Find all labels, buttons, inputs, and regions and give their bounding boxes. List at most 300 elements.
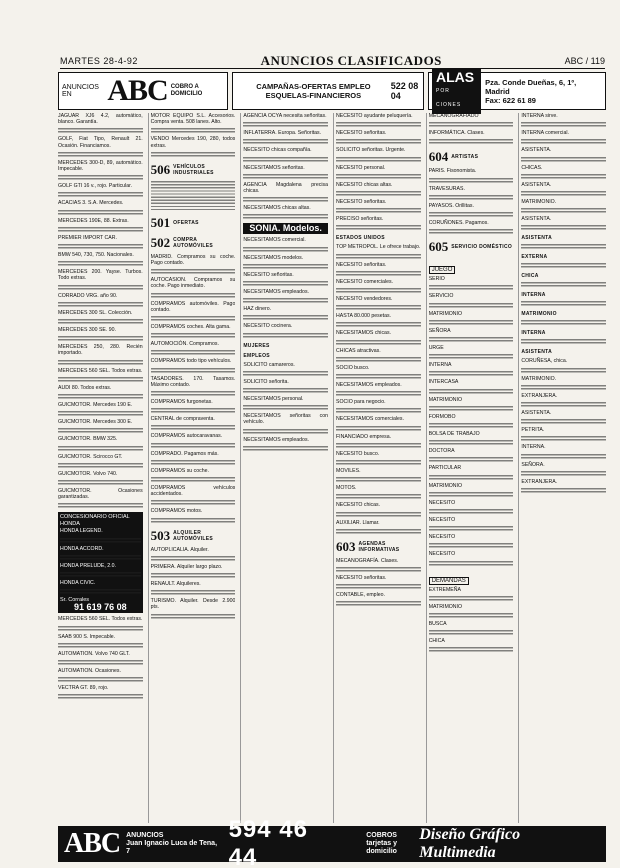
- classified-ad: NECESITO señoritas.: [336, 130, 387, 137]
- section-501-label: OFERTAS: [173, 219, 199, 226]
- ad-text-lines: [151, 368, 236, 374]
- classified-ad: BMW 540, 730, 750. Nacionales.: [58, 252, 134, 259]
- classified-ad: MECANOGRAFIADO: [428, 113, 479, 119]
- ad-text-lines: [58, 677, 143, 683]
- classified-ad: PARTICULAR: [428, 465, 462, 472]
- classified-ad: MOTOR EQUIPO S.L. Accesorios. Compra venta. 508 lanes. Alto.: [150, 113, 236, 126]
- ad-text-lines: [336, 139, 421, 145]
- classified-ad: NECESITO: [428, 517, 456, 524]
- classified-ad: COMPRAMOS furgonetas.: [150, 399, 213, 406]
- classified-ad: COMPRAMOS todo tipo vehículos.: [150, 358, 232, 365]
- classified-ad: NECESITAMOS empleados.: [243, 436, 309, 443]
- classified-ad: GUICMOTOR. Scirocco GT.: [58, 453, 123, 460]
- ad-text-lines: [429, 423, 514, 429]
- classified-ad: NECESITO chicas altas.: [336, 181, 393, 188]
- sonia-box: [243, 223, 328, 234]
- ad-text-lines: [336, 208, 421, 214]
- classified-ad: SOLICITO señoritas. Urgente.: [336, 147, 406, 154]
- ad-text-lines: [58, 694, 143, 700]
- alas-address: Pza. Conde Dueñas, 6, 1º, Madrid: [485, 77, 577, 96]
- classified-ad: FORMOBO: [428, 413, 456, 420]
- ad-text-lines: [151, 350, 236, 356]
- issue-date: MARTES 28-4-92: [60, 56, 138, 66]
- ad-text-lines: [336, 357, 421, 363]
- col6-sub-5: [521, 311, 606, 317]
- classified-ad: MERCEDES 300-D, 89, automático. Impecable.: [58, 159, 143, 173]
- section-605-number: 605: [428, 239, 449, 255]
- classified-ad: NECESITAMOS comerciales.: [336, 416, 404, 423]
- footer-cobros: COBROS: [366, 832, 397, 839]
- classified-ad: SOCIO busco.: [336, 364, 370, 371]
- honda-box-contact: Sr. Corrales: [60, 597, 90, 604]
- ad-text-lines: [521, 471, 606, 477]
- ad-text-lines: [429, 457, 514, 463]
- ad-text-lines: [58, 660, 143, 666]
- ad-text-lines: [58, 302, 143, 308]
- classified-ad: NECESITAMOS chicas altas.: [243, 205, 311, 212]
- section-605: [429, 239, 514, 255]
- classified-ad: MERCEDES 250, 280. Recién importado.: [58, 344, 143, 357]
- classified-ad: SOLICITO camareros.: [243, 361, 295, 368]
- ad-text-lines: [429, 139, 514, 145]
- ad-text-lines: [151, 443, 236, 449]
- ad-text-lines: [429, 406, 514, 412]
- classified-ad: GOLF GTI 16 v., rojo. Particular.: [58, 183, 132, 190]
- ad-text-lines: [243, 174, 328, 180]
- classified-ad: MERCEDES 190E, 88. Extras.: [58, 217, 129, 224]
- footer-banner: [58, 816, 606, 868]
- ad-text-lines: [336, 271, 421, 277]
- ad-text-lines: [60, 572, 141, 578]
- ad-text-lines: [336, 122, 421, 128]
- ad-text-lines: [151, 333, 236, 339]
- classified-ad: NECESITO: [428, 534, 456, 541]
- ad-text-lines: [151, 128, 236, 134]
- ad-text-lines: [58, 643, 143, 649]
- alas-logo: [432, 68, 481, 114]
- classified-ad: VENDO Mercedes 190, 280, todos extras.: [150, 136, 236, 149]
- campaign-phone: 522 08 04: [390, 81, 419, 101]
- subsection-employment-label: EMPLEOS: [243, 352, 270, 359]
- classified-ad: NECESITO busco.: [336, 450, 380, 457]
- classified-ad: PARIS. Fisonomista.: [428, 168, 477, 175]
- classified-ad: MOTOS.: [336, 485, 357, 492]
- column-5: [426, 113, 514, 823]
- ad-text-lines: [243, 371, 328, 377]
- cobro-label: COBRO A DOMICILIO: [170, 84, 203, 97]
- ad-text-lines: [429, 285, 514, 291]
- classified-ad: CORUÑESA, chica.: [521, 358, 568, 365]
- abc-ad-box: [58, 72, 228, 110]
- section-604-number: 604: [428, 149, 449, 165]
- ad-text-lines: [58, 175, 143, 181]
- ad-text-lines: [521, 157, 606, 163]
- section-503: [151, 528, 236, 544]
- ad-text-lines: [151, 269, 236, 275]
- col6-text-lines-3: [521, 282, 606, 288]
- classified-ad: GUICMOTOR. Volvo 740.: [58, 470, 118, 477]
- section-501-number: 501: [150, 214, 171, 230]
- col5-ads-3: [429, 587, 514, 654]
- ad-text-lines: [521, 208, 606, 214]
- classified-ad: TRAVESURAS.: [428, 185, 465, 192]
- classified-ad: INTERNA comercial.: [521, 130, 569, 137]
- ad-text-lines: [151, 573, 236, 579]
- column-1: [58, 113, 143, 823]
- col6-ads: [521, 113, 606, 231]
- classified-ad: HONDA ACCORD.: [60, 545, 104, 552]
- footer-abc-logo: ABC: [64, 828, 121, 859]
- classified-ad: COMPRADO. Pagamos más.: [150, 450, 219, 457]
- ad-text-lines: [58, 192, 143, 198]
- ad-text-lines: [521, 436, 606, 442]
- ad-text-lines: [521, 122, 606, 128]
- classified-ad: COMPRAMOS motos.: [150, 508, 203, 515]
- ad-text-lines: [429, 354, 514, 360]
- classified-ad: HASTA 80.000 pesetas.: [336, 313, 391, 320]
- classified-ad: SEÑORA.: [521, 461, 545, 468]
- ad-text-lines: [336, 191, 421, 197]
- ad-text-lines: [336, 426, 421, 432]
- ad-text-lines: [429, 561, 514, 567]
- classified-ad: NECESITAMOS señoritas con vehículo.: [243, 413, 329, 426]
- ad-text-lines: [429, 613, 514, 619]
- classified-ad: COMPRAMOS automóviles. Pago contado.: [150, 300, 236, 313]
- sonia-box-text: SONIA. Modelos.: [249, 223, 322, 234]
- ad-text-lines: [336, 567, 421, 573]
- classified-ad: INFLATERRA. Europa. Señoritas.: [243, 130, 322, 137]
- classified-ad: EXTREMEÑA: [428, 586, 461, 593]
- col2-ads: [151, 113, 236, 158]
- alas-fax: Fax: 622 61 89: [485, 95, 536, 105]
- ad-text-lines: [58, 244, 143, 250]
- ad-text-lines: [336, 529, 421, 535]
- classified-ad: CHICAS.: [521, 164, 543, 171]
- col6-sub-1-label: ASISTENTA: [521, 235, 553, 242]
- ad-text-lines: [151, 152, 236, 158]
- ad-text-lines: [151, 391, 236, 397]
- classified-ad: AUTOPLICALIA. Alquiler.: [150, 546, 209, 553]
- ad-text-lines: [151, 518, 236, 524]
- ad-text-lines: [429, 195, 514, 201]
- classified-ad: AGENCIA Magdalena precisa chicas.: [243, 181, 329, 195]
- classified-ad: TOP METROPOL. Le ofrece trabajo.: [336, 244, 421, 251]
- col6-sub-2-label: EXTERNA: [521, 254, 548, 261]
- ad-text-lines: [336, 408, 421, 414]
- ad-text-lines: [429, 178, 514, 184]
- classified-ad: COMPRAMOS autocaravanas.: [150, 433, 223, 440]
- classified-ad: SEÑORA: [428, 327, 451, 334]
- ad-text-lines: [336, 225, 421, 231]
- col1-ads-2: [58, 616, 143, 700]
- ad-text-lines: [336, 512, 421, 518]
- col2-ads-2: [151, 254, 236, 524]
- ad-text-lines: [151, 460, 236, 466]
- ad-text-lines: [60, 555, 141, 561]
- column-2: [148, 113, 236, 823]
- demandas-chip: DEMANDAS: [429, 577, 469, 585]
- ad-text-lines: [336, 391, 421, 397]
- classified-ad: INTERNA: [428, 362, 452, 369]
- ad-text-lines: [429, 526, 514, 532]
- col4-ads-3: [336, 558, 421, 608]
- page-number: ABC / 119: [564, 56, 605, 66]
- col6-sub-1: [521, 235, 606, 241]
- ad-text-lines: [243, 333, 328, 339]
- classified-ad: COMPRAMOS vehículos accidentados.: [150, 485, 236, 498]
- classified-ad: NECESITO cocinera.: [243, 323, 293, 330]
- ad-text-lines: [336, 157, 421, 163]
- ad-text-lines: [429, 389, 514, 395]
- col6-sub-2: [521, 254, 606, 260]
- honda-box-title: CONCESIONARIO OFICIAL HONDA: [60, 514, 130, 528]
- classified-ad: MERCEDES 560 SEL. Todos extras.: [58, 616, 143, 623]
- footer-cobros-sub: tarjetas y domicilio: [366, 840, 397, 855]
- classified-ad: MOVILES.: [336, 468, 361, 475]
- classified-ad: MATRIMONIO: [428, 603, 463, 610]
- classified-ad: MATRIMONIO.: [521, 375, 557, 382]
- ad-text-lines: [151, 477, 236, 483]
- classified-ad: AUTOMATION. Volvo 740 GLT.: [58, 650, 130, 657]
- ad-columns: [58, 113, 606, 823]
- classified-ad: URGE: [428, 345, 444, 352]
- ad-text-lines: [58, 428, 143, 434]
- footer-anuncios-block: [126, 832, 222, 856]
- ad-text-lines: [429, 229, 514, 235]
- ad-text-lines: [429, 122, 514, 128]
- ad-text-lines: [336, 477, 421, 483]
- classified-ad: CENTRAL de compraventa.: [150, 416, 215, 423]
- col6-sub-6-label: INTERNA: [521, 330, 546, 337]
- column-3: [240, 113, 328, 823]
- ad-text-lines: [429, 212, 514, 218]
- ad-text-lines: [521, 191, 606, 197]
- classified-ad: GUICMOTOR. BMW 325.: [58, 436, 118, 443]
- ad-text-lines: [429, 492, 514, 498]
- ad-text-lines: [336, 601, 421, 607]
- col5-ads-2: [429, 276, 514, 566]
- ad-text-lines: [521, 174, 606, 180]
- section-506-number: 506: [150, 161, 171, 177]
- footer-cobros-block: [350, 832, 413, 856]
- ad-text-lines: [58, 463, 143, 469]
- classified-ad: AUTOCASION. Compramos su coche. Pago inmediato.: [150, 277, 236, 290]
- classified-ad: NECESITAMOS empleados.: [243, 289, 309, 296]
- col3-ads-3: [243, 362, 328, 452]
- classified-ad: NECESITO señoritas.: [336, 199, 387, 206]
- classified-ad: NECESITO: [428, 551, 456, 558]
- classified-ad: GUICMOTOR. Mercedes 190 E.: [58, 402, 133, 409]
- classified-ad: CHICAS atractivas.: [336, 347, 381, 354]
- ad-text-lines: [429, 440, 514, 446]
- col3-ads: [243, 113, 328, 220]
- ad-text-lines: [243, 298, 328, 304]
- classified-ad: CHICA: [428, 638, 445, 645]
- ad-text-lines: [58, 152, 143, 158]
- ad-text-lines: [429, 630, 514, 636]
- photo-ad-placeholder: [151, 181, 236, 211]
- classified-ad: PAYASOS. Orillitas.: [428, 202, 474, 209]
- ad-text-lines: [243, 388, 328, 394]
- section-603-number: 603: [336, 538, 356, 554]
- ad-text-lines: [429, 596, 514, 602]
- ad-text-lines: [521, 225, 606, 231]
- classified-ad: BUSCA: [428, 621, 447, 628]
- ad-text-lines: [60, 589, 141, 595]
- ad-text-lines: [336, 174, 421, 180]
- campaign-box: [232, 72, 424, 110]
- classified-ad: NECESITAMOS comercial.: [243, 237, 306, 244]
- classified-ad: INTERNA sirve.: [521, 113, 558, 119]
- section-title: ANUNCIOS CLASIFICADOS: [260, 53, 442, 68]
- col6-sub-5-label: MATRIMONIO: [521, 311, 557, 318]
- section-603-label: AGENDAS INFORMATIVAS: [358, 540, 400, 553]
- ad-text-lines: [243, 139, 328, 145]
- ad-text-lines: [243, 429, 328, 435]
- ad-text-lines: [336, 584, 421, 590]
- ad-text-lines: [243, 405, 328, 411]
- ad-text-lines: [151, 425, 236, 431]
- ad-text-lines: [336, 305, 421, 311]
- classified-ad: MATRIMONIO: [428, 310, 463, 317]
- classified-ad: HAZ dinero.: [243, 306, 272, 313]
- col6-text-lines-5: [521, 320, 606, 326]
- ad-text-lines: [521, 139, 606, 145]
- classified-ad: HONDA PRELUDE, 2.0.: [60, 562, 116, 569]
- col6-text-lines-4: [521, 301, 606, 307]
- classified-ad: GOLF, Fiat Tipo, Renault 21. Ocasión. Financiamos.: [58, 136, 143, 149]
- ad-text-lines: [429, 509, 514, 515]
- classified-ad: AGENCIA OCYA necesita señoritas.: [243, 113, 327, 119]
- ad-text-lines: [521, 368, 606, 374]
- ad-text-lines: [429, 337, 514, 343]
- ad-text-lines: [58, 377, 143, 383]
- alas-address-block: [485, 78, 602, 105]
- col6-sub-4-label: INTERNA: [521, 292, 546, 299]
- subsection-women-label: MUJERES: [243, 342, 270, 349]
- classified-ad: ASISTENTA.: [521, 410, 552, 417]
- classified-ad: AUTOMOCIÓN. Compramos.: [150, 341, 219, 348]
- section-604-label: ARTISTAS: [451, 154, 479, 161]
- classified-ad: SOLICITO señorita.: [243, 378, 289, 385]
- ad-text-lines: [58, 336, 143, 342]
- ad-text-lines: [429, 475, 514, 481]
- classified-ad: TURISMO. Alquiler. Desde 2.900 pts.: [150, 598, 236, 611]
- ad-text-lines: [336, 288, 421, 294]
- classified-ad: PREMIER IMPORT CAR.: [58, 234, 117, 241]
- classified-ad: NECESITO vendedores.: [336, 296, 393, 303]
- section-503-label: ALQUILER AUTOMÓVILES: [173, 529, 214, 542]
- honda-box-lines: [60, 528, 141, 595]
- col6-text-lines-1: [521, 244, 606, 250]
- classified-ad: AUXILIAR. Llamar.: [336, 519, 380, 526]
- ad-text-lines: [58, 446, 143, 452]
- ad-text-lines: [243, 122, 328, 128]
- ad-text-lines: [336, 494, 421, 500]
- classified-ad: SERVICIO: [428, 293, 454, 300]
- alas-box: [428, 69, 606, 110]
- section-503-number: 503: [150, 527, 171, 543]
- classified-ad: BOLSA DE TRABAJO: [428, 431, 480, 438]
- ad-text-lines: [243, 446, 328, 452]
- ad-text-lines: [58, 319, 143, 325]
- ad-text-lines: [58, 480, 143, 486]
- classified-ad: SERIO: [428, 276, 445, 283]
- juego-chip: JUEGO: [429, 266, 456, 274]
- classified-ad: NECESITAMOS personal.: [243, 396, 304, 403]
- classified-ad: NECESITO ayudante peluquería.: [336, 113, 413, 119]
- ad-text-lines: [58, 626, 143, 632]
- ad-text-lines: [58, 261, 143, 267]
- ad-text-lines: [336, 374, 421, 380]
- ad-text-lines: [58, 360, 143, 366]
- ad-text-lines: [151, 500, 236, 506]
- subsection-usa-label: ESTADOS UNIDOS: [336, 235, 385, 242]
- ad-text-lines: [58, 394, 143, 400]
- classified-ad: MATRIMONIO: [428, 396, 463, 403]
- ad-text-lines: [429, 647, 514, 653]
- honda-box-phone: 91 619 76 08: [74, 602, 127, 613]
- classified-ad: RENAULT. Alquileres.: [150, 581, 201, 588]
- classified-ad: NECESITO señoritas.: [336, 261, 387, 268]
- col6-ads-2: [521, 358, 606, 494]
- ad-text-lines: [336, 322, 421, 328]
- classified-ad: ASISTENTA.: [521, 181, 552, 188]
- section-501: [151, 215, 236, 231]
- col3-ads-2: [243, 237, 328, 338]
- classified-ad: NECESITO señoritas.: [243, 271, 294, 278]
- classified-ad: INFORMÁTICA. Clases.: [428, 130, 485, 137]
- ad-text-lines: [243, 281, 328, 287]
- section-605-label: SERVICIO DOMÉSTICO: [451, 244, 513, 251]
- classified-ad: MATRIMONIO.: [521, 199, 557, 206]
- classified-ad: MERCEDES 300 SL. Colección.: [58, 309, 133, 316]
- ad-text-lines: [429, 303, 514, 309]
- ad-text-lines: [521, 402, 606, 408]
- classified-ad: NECESITAMOS chicas.: [336, 330, 391, 337]
- classified-ad: COMPRAMOS su coche.: [150, 467, 209, 474]
- footer-anuncios: ANUNCIOS: [126, 832, 164, 839]
- classified-ad: MADRID. Compramos su coche. Pago contado.: [150, 253, 236, 267]
- column-6: [518, 113, 606, 823]
- classified-ad: COMPRAMOS coches. Alta gama.: [150, 324, 231, 331]
- col5-ads-1b: [429, 168, 514, 235]
- subsection-employment: [243, 353, 328, 359]
- ad-text-lines: [58, 227, 143, 233]
- col6-text-lines-6: [521, 339, 606, 345]
- page-header: [60, 54, 605, 69]
- classified-ad: HONDA CIVIC.: [60, 580, 96, 587]
- classified-ad: NECESITO chicas.: [336, 502, 381, 509]
- classified-ad: AUDI 80. Todos extras.: [58, 384, 112, 391]
- ad-text-lines: [336, 443, 421, 449]
- subsection-women: [243, 343, 328, 349]
- section-604: [429, 149, 514, 165]
- ad-text-lines: [58, 411, 143, 417]
- section-502: [151, 235, 236, 251]
- classified-ad: PETRITA.: [521, 427, 545, 434]
- ad-text-lines: [243, 157, 328, 163]
- ad-text-lines: [521, 488, 606, 494]
- classified-ad: NECESITAMOS señoritas.: [243, 164, 305, 171]
- classified-ad: ACACIAS 3. S.A. Mercedes.: [58, 200, 124, 207]
- col4-ads-2: [336, 244, 421, 534]
- classified-ad: CONTABLE, empleo.: [336, 592, 385, 599]
- classified-ad: CORUÑONES. Pagamos.: [428, 220, 489, 227]
- col6-sub-3-label: CHICA: [521, 273, 539, 280]
- classified-ad: CORRADO VRG. año 90.: [58, 292, 118, 299]
- ad-text-lines: [336, 340, 421, 346]
